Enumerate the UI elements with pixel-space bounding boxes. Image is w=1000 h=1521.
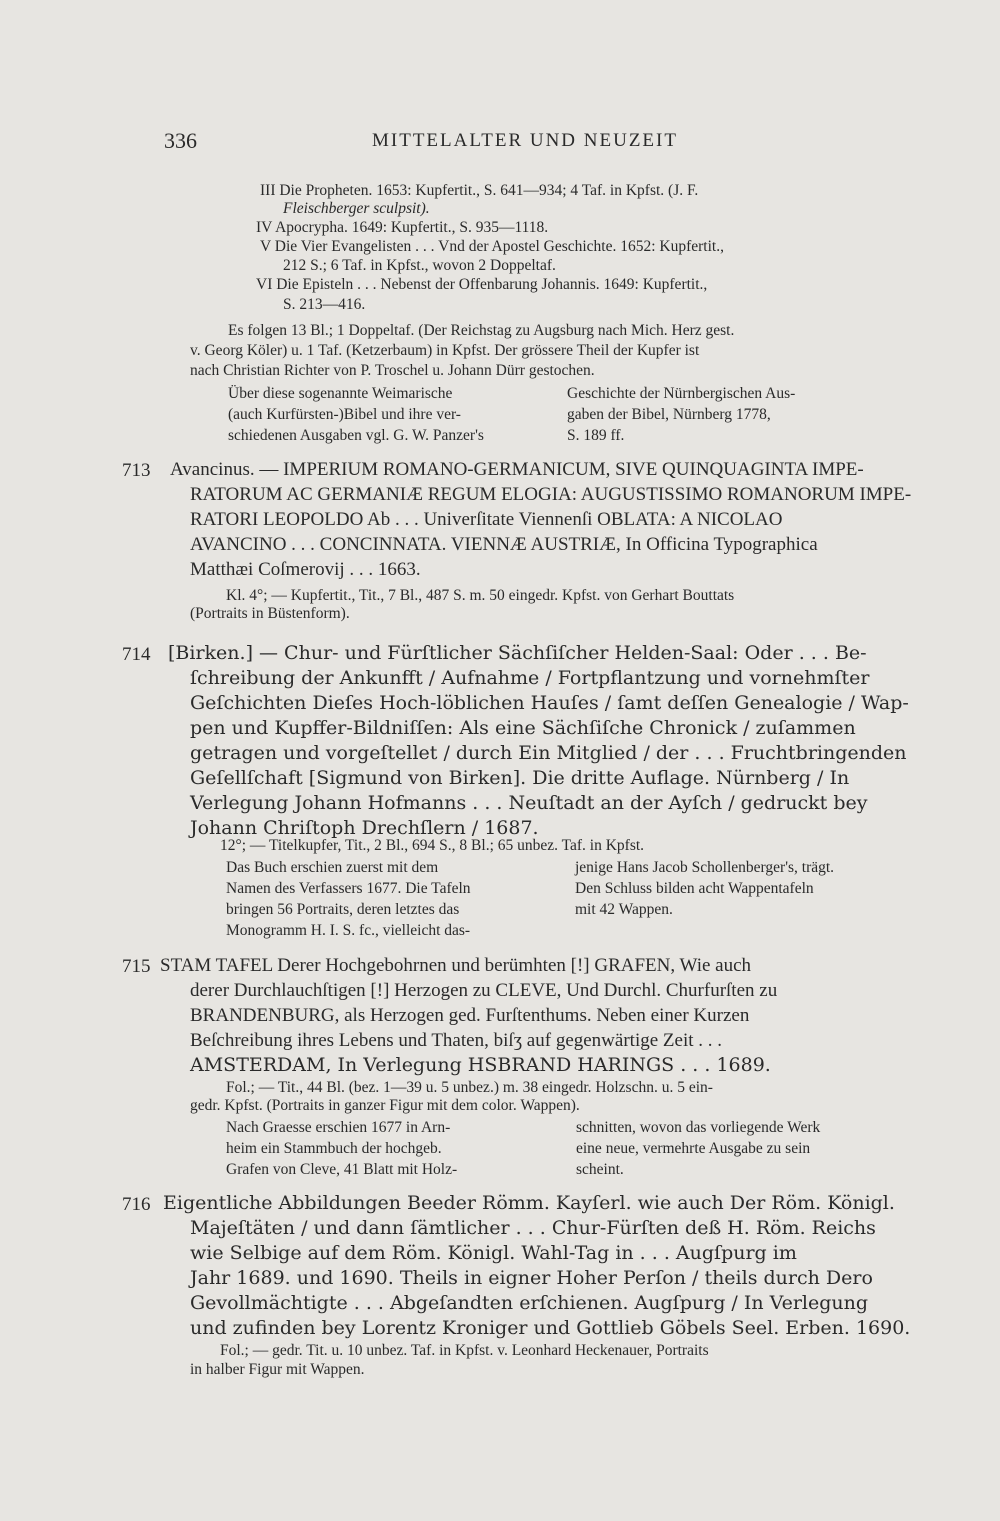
entry-number: 713 — [122, 460, 151, 481]
title-line: ſchreibung der Ankunfft / Aufnahme / Fortpflantzung und vornehmſter — [190, 667, 870, 689]
entry-number: 716 — [122, 1194, 151, 1215]
collation-line: 12°; — Titelkupfer, Tit., 2 Bl., 694 S., 8 Bl.; 65 unbez. Taf. in Kpfst. — [220, 837, 645, 854]
volume-line: III Die Propheten. 1653: Kupfertit., S. 641—934; 4 Taf. in Kpfst. (J. F. — [260, 182, 699, 199]
note-column-left — [226, 857, 471, 941]
title-line: Beſchreibung ihres Lebens und Thaten, biſʒ auf gegenwärtige Zeit . . . — [190, 1030, 722, 1051]
collation-line: (Portraits in Büstenform). — [190, 605, 350, 622]
note-line: Monogramm H. I. S. fc., vielleicht das- — [226, 922, 471, 939]
title-line: STAM TAFEL Derer Hochgebohrnen und berümhten [!] GRAFEN, Wie auch — [160, 955, 752, 976]
note-line: Über diese sogenannte Weimarische — [228, 385, 453, 402]
title-line: Eigentliche Abbildungen Beeder Römm. Kayſerl. wie auch Der Röm. Königl. — [163, 1192, 895, 1214]
note-line: jenige Hans Jacob Schollenberger's, trägt. — [575, 859, 835, 876]
title-line: Jahr 1689. und 1690. Theils in eigner Hoher Perſon / theils durch Dero — [190, 1267, 873, 1289]
note-column-left — [228, 383, 484, 446]
title-line: Verlegung Johann Hofmanns . . . Neuſtadt an der Ayſch / gedruckt bey — [190, 792, 868, 814]
title-line: RATORI LEOPOLDO Ab . . . Univerſitate Viennenſi OBLATA: A NICOLAO — [190, 509, 783, 530]
note-line: Namen des Verfassers 1677. Die Tafeln — [226, 880, 471, 897]
title-line: getragen und vorgeſtellet / durch Ein Mitglied / der . . . Fruchtbringenden — [190, 742, 907, 764]
title-line: Majeſtäten / und dann ſämtlicher . . . Chur-Fürſten deß H. Röm. Reichs — [190, 1217, 876, 1239]
note-line: Den Schluss bilden acht Wappentafeln — [575, 880, 814, 897]
note-column-right — [575, 857, 834, 920]
title-line: derer Durchlauchſtigen [!] Herzogen zu CLEVE, Und Durchl. Churfurſten zu — [190, 980, 778, 1001]
running-head: MITTELALTER UND NEUZEIT — [372, 130, 678, 151]
collation-line: Fol.; — gedr. Tit. u. 10 unbez. Taf. in Kpfst. v. Leonhard Heckenauer, Portraits — [220, 1342, 709, 1359]
title-line: Johann Chriſtoph Drechſlern / 1687. — [190, 817, 539, 839]
note-line: (auch Kurfürsten-)Bibel und ihre ver- — [228, 406, 461, 423]
volume-line: V Die Vier Evangelisten . . . Vnd der Apostel Geschichte. 1652: Kupfertit., — [260, 238, 724, 255]
volume-line: 212 S.; 6 Taf. in Kpfst., wovon 2 Doppeltaf. — [283, 257, 556, 274]
note-column-right — [567, 383, 795, 446]
note-line: Es folgen 13 Bl.; 1 Doppeltaf. (Der Reichstag zu Augsburg nach Mich. Herz gest. — [228, 322, 735, 339]
note-line: Das Buch erschien zuerst mit dem — [226, 859, 439, 876]
note-line: Grafen von Cleve, 41 Blatt mit Holz- — [226, 1161, 458, 1178]
note-line: heim ein Stammbuch der hochgeb. — [226, 1140, 442, 1157]
title-line: BRANDENBURG, als Herzogen ged. Furſtenthums. Neben einer Kurzen — [190, 1005, 750, 1026]
title-line: Avancinus. — IMPERIUM ROMANO-GERMANICUM, SIVE QUINQUAGINTA IMPE- — [170, 459, 864, 480]
collation-line: in halber Figur mit Wappen. — [190, 1361, 365, 1378]
note-line: schiedenen Ausgaben vgl. G. W. Panzer's — [228, 427, 484, 444]
note-line: nach Christian Richter von P. Troschel u. Johann Dürr gestochen. — [190, 362, 595, 379]
note-column-left — [226, 1117, 457, 1180]
collation-line: Kl. 4°; — Kupfertit., Tit., 7 Bl., 487 S. m. 50 eingedr. Kpfst. von Gerhart Bouttats — [226, 587, 735, 604]
entry-number: 714 — [122, 644, 151, 665]
note-line: Nach Graesse erschien 1677 in Arn- — [226, 1119, 451, 1136]
page-header — [164, 128, 710, 158]
title-line: Geſchichten Dieſes Hoch-löblichen Hauſes / ſamt deſſen Genealogie / Wap- — [190, 692, 909, 714]
note-line: mit 42 Wappen. — [575, 901, 673, 918]
title-line: AMSTERDAM, In Verlegung HSBRAND HARINGS . . . 1689. — [190, 1054, 771, 1076]
note-line: eine neue, vermehrte Ausgabe zu sein — [576, 1140, 811, 1157]
title-line: pen und Kupffer-Bildniſſen: Als eine Sächſiſche Chronick / zuſammen — [190, 717, 856, 739]
title-line: wie Selbige auf dem Röm. Königl. Wahl-Tag in . . . Augſpurg im — [190, 1242, 797, 1264]
title-line: Geſellſchaft [Sigmund von Birken]. Die dritte Auflage. Nürnberg / In — [190, 767, 850, 789]
title-line: RATORUM AC GERMANIÆ REGUM ELOGIA: AUGUSTISSIMO ROMANORUM IMPE- — [190, 484, 912, 505]
volume-line: S. 213—416. — [283, 296, 366, 313]
note-line: gaben der Bibel, Nürnberg 1778, — [567, 406, 771, 423]
note-line: bringen 56 Portraits, deren letztes das — [226, 901, 460, 918]
note-line: schnitten, wovon das vorliegende Werk — [576, 1119, 821, 1136]
volume-line: VI Die Episteln . . . Nebenst der Offenbarung Johannis. 1649: Kupfertit., — [256, 276, 708, 293]
title-line: Matthæi Coſmerovij . . . 1663. — [190, 559, 421, 580]
page-number: 336 — [164, 128, 197, 153]
volume-line: IV Apocrypha. 1649: Kupfertit., S. 935—1118. — [256, 219, 549, 236]
collation-line: Fol.; — Tit., 44 Bl. (bez. 1—39 u. 5 unbez.) m. 38 eingedr. Holzschn. u. 5 ein- — [226, 1079, 713, 1096]
title-line: AVANCINO . . . CONCINNATA. VIENNÆ AUSTRIÆ, In Officina Typographica — [190, 534, 818, 555]
note-column-right — [576, 1117, 820, 1180]
collation-line: gedr. Kpfst. (Portraits in ganzer Figur mit dem color. Wappen). — [190, 1097, 580, 1114]
title-line: Gevollmächtigte . . . Abgeſandten erſchienen. Augſpurg / In Verlegung — [190, 1292, 869, 1314]
title-line: [Birken.] — Chur- und Fürſtlicher Sächſiſcher Helden-Saal: Oder . . . Be- — [168, 642, 867, 664]
volume-line: Fleischberger sculpsit). — [283, 200, 430, 217]
note-line: S. 189 ff. — [567, 427, 625, 444]
title-line: und zufinden bey Lorentz Kroniger und Gottlieb Göbels Seel. Erben. 1690. — [190, 1317, 911, 1339]
note-line: scheint. — [576, 1161, 624, 1178]
note-line: Geschichte der Nürnbergischen Aus- — [567, 385, 796, 402]
entry-number: 715 — [122, 956, 151, 977]
note-line: v. Georg Köler) u. 1 Taf. (Ketzerbaum) in Kpfst. Der grössere Theil der Kupfer ist — [190, 342, 700, 359]
